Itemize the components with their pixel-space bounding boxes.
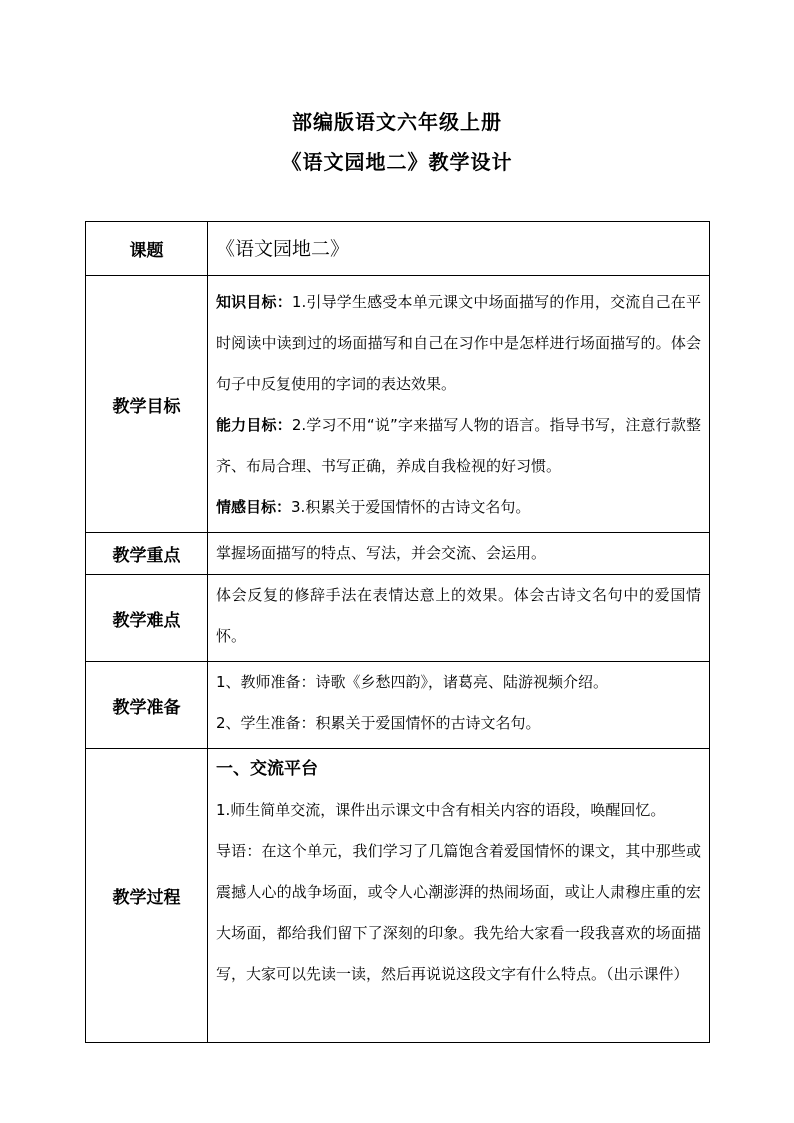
row-difficulties [86,575,710,662]
emotion-objective [216,487,701,528]
ability-objective [216,405,701,487]
process-paragraph-2: 导语：在这个单元，我们学习了几篇饱含着爱国情怀的课文，其中那些或震撼人心的战争场面，或令人心潮澎湃的热闹场面，或让人肃穆庄重的宏大场面，都给我们留下了深刻的印象。我先给大家看一段我喜欢的场面描写，大家可以先读一读，然后再说说这段文字有什么特点。（出示课件） [216,842,701,983]
process-paragraph-1: 1.师生简单交流，课件出示课文中含有相关内容的语段，唤醒回忆。 [216,801,666,819]
process-label: 教学过程 [86,749,208,1043]
process-section-title: 一、交流平台 [216,759,318,779]
teacher-preparation: 1、教师准备：诗歌《乡愁四韵》，诸葛亮、陆游视频介绍。 [216,673,609,691]
key-points-cell [208,533,710,575]
knowledge-objective-text: 1.引导学生感受本单元课文中场面描写的作用，交流自己在平时阅读中读到过的场面描写和自己在习作中是怎样进行场面描写的。体会句子中反复使用的字词的表达效果。 [216,293,701,393]
knowledge-objective [216,282,701,405]
topic-value: 《语文园地二》 [216,238,350,260]
row-topic [86,222,710,276]
difficulties-cell [208,575,710,662]
topic-value-cell [208,222,710,276]
lesson-plan-table [85,221,710,1043]
process-cell [208,749,710,1043]
student-preparation: 2、学生准备：积累关于爱国情怀的古诗文名句。 [216,714,541,732]
row-process [86,749,710,1043]
document-title: 部编版语文六年级上册 [292,110,502,134]
row-objectives [86,276,710,533]
emotion-objective-text: 3.积累关于爱国情怀的古诗文名句。 [291,498,531,516]
emotion-objective-label: 情感目标： [216,498,292,516]
preparation-cell [208,662,710,749]
key-points-label: 教学重点 [86,533,208,575]
ability-objective-text: 2.学习不用“说”字来描写人物的语言。指导书写，注意行款整齐、布局合理、书写正确，养成自我检视的好习惯。 [216,416,701,475]
row-preparation [86,662,710,749]
topic-label: 课题 [86,222,208,276]
knowledge-objective-label: 知识目标： [216,293,292,311]
ability-objective-label: 能力目标： [216,416,292,434]
row-key-points [86,533,710,575]
preparation-label: 教学准备 [86,662,208,749]
objectives-label: 教学目标 [86,276,208,533]
objectives-cell [208,276,710,533]
document-subtitle: 《语文园地二》教学设计 [281,150,513,174]
difficulties-text: 体会反复的修辞手法在表情达意上的效果。体会古诗文名句中的爱国情怀。 [216,586,701,645]
key-points-text: 掌握场面描写的特点、写法，并会交流、会运用。 [216,544,547,562]
difficulties-label: 教学难点 [86,575,208,662]
